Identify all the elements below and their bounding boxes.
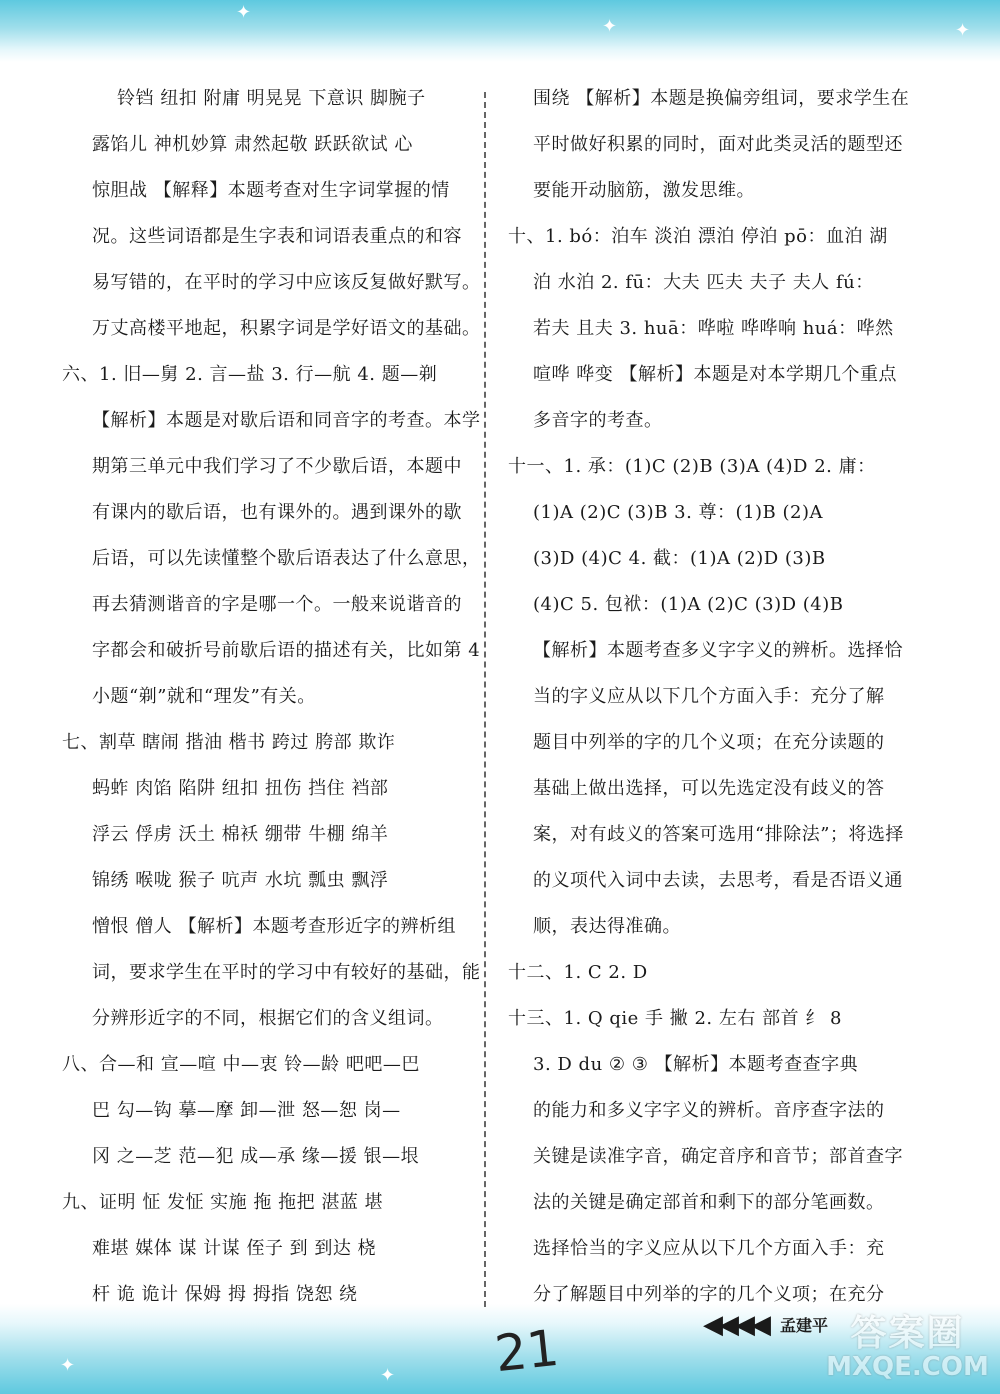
answer-line: 再去猜测谐音的字是哪一个。一般来说谐音的 [92, 594, 462, 615]
sparkle-icon: ✦ [60, 1355, 76, 1376]
sparkle-icon: ✦ [236, 2, 252, 23]
answer-line: 【解析】本题是对歇后语和同音字的考查。本学 [92, 410, 481, 431]
answer-line: 顺，表达得准确。 [533, 916, 681, 937]
answer-line: 易写错的，在平时的学习中应该反复做好默写。 [92, 272, 481, 293]
answer-line: (1)A (2)C (3)B 3. 尊：(1)B (2)A [533, 502, 823, 523]
answer-line: 七、割草 瞎闹 揩油 楷书 跨过 胯部 欺诈 [62, 732, 396, 753]
arrow-left-icon: ◀◀◀◀ [703, 1310, 767, 1340]
answer-line: 铃铛 纽扣 附庸 明晃晃 下意识 脚腕子 [117, 88, 426, 109]
answer-line: 词，要求学生在平时的学习中有较好的基础，能 [92, 962, 481, 983]
answer-line: 惊胆战 【解释】本题考查对生字词掌握的情 [92, 180, 450, 201]
answer-line: 3. D du ② ③ 【解析】本题考查查字典 [533, 1054, 859, 1075]
answer-line: 平时做好积累的同时，面对此类灵活的题型还 [533, 134, 903, 155]
answer-line: 有课内的歇后语，也有课外的。遇到课外的歇 [92, 502, 462, 523]
answer-line: 选择恰当的字义应从以下几个方面入手：充 [533, 1238, 885, 1259]
answer-line: 露馅儿 神机妙算 肃然起敬 跃跃欲试 心 [92, 134, 413, 155]
answer-line: 巴 勾—钩 摹—摩 卸—泄 怒—恕 岗— [92, 1100, 401, 1121]
answer-line: 分了解题目中列举的字的几个义项；在充分 [533, 1284, 885, 1305]
right-column [508, 76, 908, 1318]
answer-line: 要能开动脑筋，激发思维。 [533, 180, 755, 201]
watermark-url: MXQE.COM [826, 1352, 989, 1382]
answer-line: 字都会和破折号前歇后语的描述有关，比如第 4 [92, 640, 481, 661]
answer-line: 蚂蚱 肉馅 陷阱 纽扣 扭伤 挡住 裆部 [92, 778, 389, 799]
column-divider [484, 92, 486, 1307]
handwritten-page-number: 21 [492, 1318, 562, 1384]
answer-line: 浮云 俘虏 沃土 棉袄 绷带 牛棚 绵羊 [92, 824, 389, 845]
answer-line: 法的关键是确定部首和剩下的部分笔画数。 [533, 1192, 885, 1213]
answer-line: 十一、1. 承：(1)C (2)B (3)A (4)D 2. 庸： [508, 456, 876, 477]
answer-line: 期第三单元中我们学习了不少歇后语，本题中 [92, 456, 462, 477]
sparkle-icon: ✦ [955, 20, 971, 41]
answer-line: 杆 诡 诡计 保姆 拇 拇指 饶恕 绕 [92, 1284, 358, 1305]
watermark-text: 答案圈 [850, 1313, 965, 1354]
watermark-logo [820, 1305, 995, 1385]
sparkle-icon: ✦ [380, 1365, 396, 1386]
answer-line: 基础上做出选择，可以先选定没有歧义的答 [533, 778, 885, 799]
answer-line: 难堪 媒体 谋 计谋 侄子 到 到达 桡 [92, 1238, 377, 1259]
answer-line: (4)C 5. 包袱：(1)A (2)C (3)D (4)B [533, 594, 844, 615]
answer-line: 泊 水泊 2. fū：大夫 匹夫 夫子 夫人 fú： [533, 272, 874, 293]
answer-line: 九、证明 怔 发怔 实施 拖 拖把 湛蓝 堪 [62, 1192, 384, 1213]
answer-line: 小题“剃”就和“理发”有关。 [92, 686, 316, 707]
top-decorative-band [0, 0, 1000, 62]
answer-line: 冈 之—芝 范—犯 成—承 缘—援 银—垠 [92, 1146, 420, 1167]
answer-line: 八、合—和 宣—喧 中—衷 铃—龄 吧吧—巴 [62, 1054, 420, 1075]
answer-line: 【解析】本题考查多义字字义的辨析。选择恰 [533, 640, 903, 661]
sparkle-icon: ✦ [602, 16, 618, 37]
answer-line: 关键是读准字音，确定音序和音节；部首查字 [533, 1146, 903, 1167]
answer-line: 锦绣 喉咙 猴子 吭声 水坑 瓢虫 飘浮 [92, 870, 389, 891]
answer-line: 当的字义应从以下几个方面入手：充分了解 [533, 686, 885, 707]
answer-line: 围绕 【解析】本题是换偏旁组词，要求学生在 [533, 88, 910, 109]
answer-line: 况。这些词语都是生字表和词语表重点的和容 [92, 226, 462, 247]
answer-line: 的能力和多义字字义的辨析。音序查字法的 [533, 1100, 885, 1121]
answer-line: 后语，可以先读懂整个歇后语表达了什么意思， [92, 548, 481, 569]
answer-line: 十三、1. Q qie 手 撇 2. 左右 部首 纟 8 [508, 1008, 842, 1029]
answer-line: 十、1. bó：泊车 淡泊 漂泊 停泊 pō：血泊 湖 [508, 226, 888, 247]
answer-line: 十二、1. C 2. D [508, 962, 648, 983]
answer-line: 的义项代入词中去读，去思考，看是否语义通 [533, 870, 903, 891]
answer-line: 题目中列举的字的几个义项；在充分读题的 [533, 732, 885, 753]
footer-publisher: 孟建平 [780, 1316, 829, 1335]
answer-line: 案，对有歧义的答案可选用“排除法”；将选择 [533, 824, 904, 845]
answer-line: 多音字的考查。 [533, 410, 663, 431]
left-column [62, 76, 481, 1318]
answer-line: 分辨形近字的不同，根据它们的含义组词。 [92, 1008, 444, 1029]
answer-line: (3)D (4)C 4. 截：(1)A (2)D (3)B [533, 548, 826, 569]
answer-line: 万丈高楼平地起，积累字词是学好语文的基础。 [92, 318, 481, 339]
answer-line: 若夫 且夫 3. huā：哗啦 哗哗响 huá：哗然 [533, 318, 894, 339]
answer-line: 六、1. 旧—舅 2. 言—盐 3. 行—航 4. 题—剃 [62, 364, 438, 385]
answer-line: 喧哗 哗变 【解析】本题是对本学期几个重点 [533, 364, 897, 385]
answer-line: 憎恨 僧人 【解析】本题考查形近字的辨析组 [92, 916, 456, 937]
